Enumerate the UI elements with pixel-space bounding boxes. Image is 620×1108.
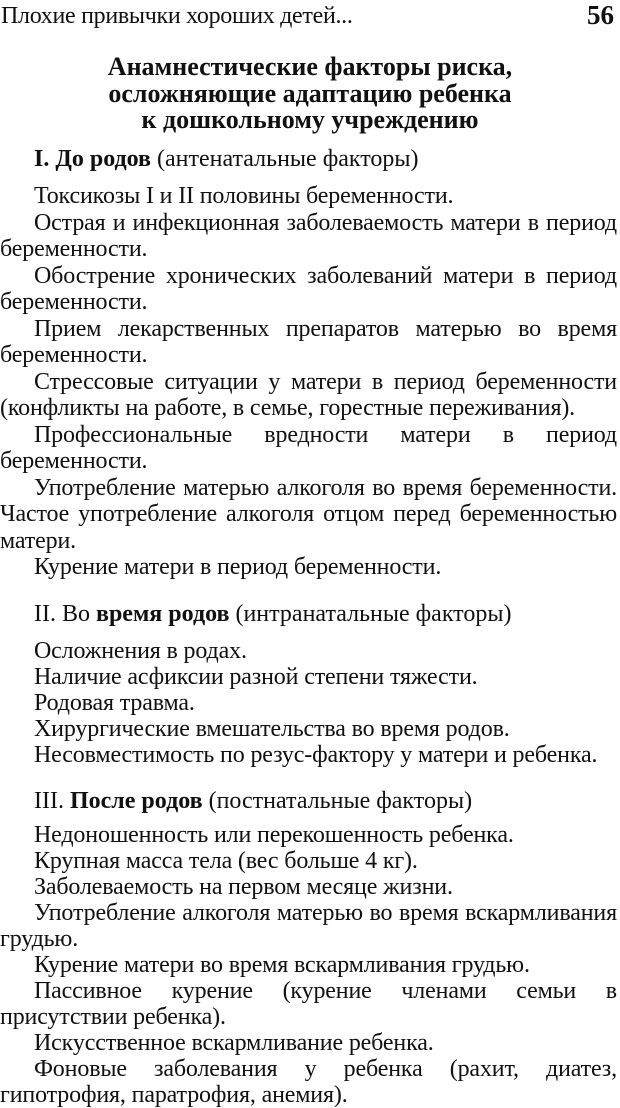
postnatal-heading — [0, 788, 617, 814]
antenatal-heading-label: I. До родов — [34, 146, 152, 172]
title-line-3: к дошкольному учреждению — [141, 105, 479, 134]
postnatal-factor: Недоношенность или перекошенность ребенка. — [34, 821, 514, 848]
intranatal-factor: Несовместимость по резус-фактору у матери и ребенка. — [34, 741, 598, 768]
postnatal-factor: Крупная масса тела (вес больше 4 кг). — [34, 847, 418, 874]
running-title: Плохие привычки хороших детей... — [1, 3, 353, 29]
intranatal-heading-label: время родов — [96, 600, 230, 627]
postnatal-factor: Фоновые заболевания у ребенка (рахит, диатез, гипотрофия, паратрофия, анемия). — [0, 1055, 617, 1108]
title-line-2: осложняющие адаптацию ребенка — [108, 78, 512, 108]
intranatal-factor: Хирургические вмешательства во время родов. — [34, 715, 510, 742]
antenatal-factor: Прием лекарственных препаратов матерью во время беременности. — [0, 315, 617, 368]
title-line-1: Анамнестические факторы риска, — [107, 52, 513, 81]
intranatal-factor: Наличие асфиксии разной степени тяжести. — [34, 663, 478, 690]
antenatal-factor: Острая и инфекционная заболеваемость матери в период беременности. — [0, 209, 617, 262]
intranatal-factor: Осложнения в родах. — [34, 637, 247, 664]
antenatal-factor: Обострение хронических заболеваний матери в период беременности. — [0, 262, 617, 315]
postnatal-factor: Курение матери во время вскармливания грудью. — [34, 951, 530, 978]
postnatal-heading-roman: III. — [34, 787, 70, 814]
intranatal-heading-note: (интранатальные факторы) — [229, 600, 512, 627]
antenatal-factor: Токсикозы I и II половины беременности. — [34, 183, 454, 209]
page-header — [0, 0, 620, 40]
postnatal-factor: Заболеваемость на первом месяце жизни. — [34, 873, 453, 900]
section-title — [0, 54, 620, 134]
antenatal-factor: Курение матери в период беременности. — [34, 554, 442, 580]
page-body — [0, 146, 617, 1108]
antenatal-heading — [0, 146, 617, 172]
intranatal-heading-prefix: II. Во — [34, 600, 96, 627]
postnatal-factor: Искусственное вскармливание ребенка. — [34, 1029, 434, 1056]
intranatal-heading — [0, 601, 617, 627]
page-number: 56 — [587, 0, 614, 30]
antenatal-factor: Употребление матерью алкоголя во время беременности. Частое употребление алкоголя отцом перед беременностью матери. — [0, 474, 617, 554]
postnatal-factor: Употребление алкоголя матерью во время вскармливания грудью. — [0, 899, 617, 952]
antenatal-factor: Стрессовые ситуации у матери в период беременности (конфликты на работе, в семье, горестные переживания). — [0, 368, 617, 421]
postnatal-heading-note: (постнатальные факторы) — [202, 787, 473, 814]
postnatal-heading-label: После родов — [69, 787, 203, 814]
antenatal-heading-note: (антенатальные факторы) — [151, 146, 419, 172]
intranatal-factor: Родовая травма. — [34, 689, 195, 716]
antenatal-factor: Профессиональные вредности матери в период беременности. — [0, 421, 617, 474]
postnatal-factor: Пассивное курение (курение членами семьи в присутствии ребенка). — [0, 977, 617, 1030]
